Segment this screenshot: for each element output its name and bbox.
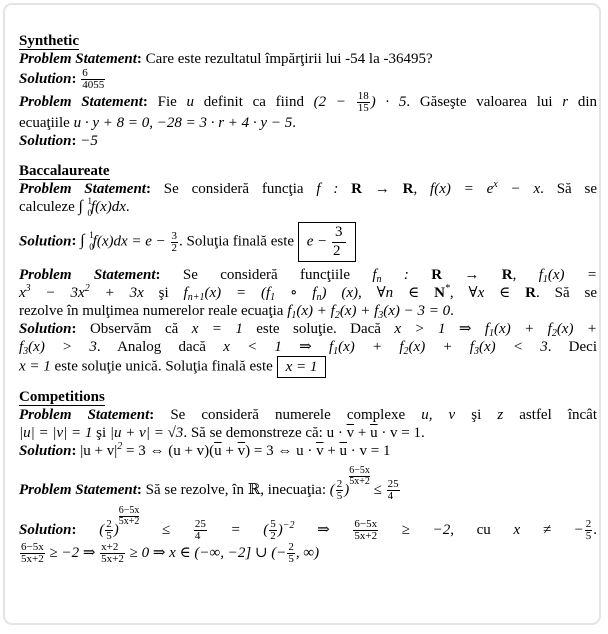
math-expression: ≥ −2 ⇒	[45, 545, 100, 562]
math-expression: |u + v| = √3	[109, 425, 184, 441]
denominator: 5x+2	[21, 553, 44, 566]
numerator: 2	[585, 518, 592, 531]
numerator: 3	[332, 224, 346, 243]
fraction	[20, 542, 45, 565]
section-title: Competitions	[19, 389, 105, 405]
text: Fie	[147, 93, 187, 110]
text: astfel încât	[503, 407, 597, 423]
problem-statement-block	[19, 266, 597, 320]
subscript: 3	[23, 346, 29, 357]
math-expression: (x) < 3	[478, 339, 548, 355]
math-expression: ≥ 0 ⇒ x ∈ (−∞, −2] ∪ (−	[125, 545, 287, 562]
text-line	[19, 198, 597, 216]
problem-statement-label: Problem Statement :	[19, 407, 154, 423]
solution-block	[19, 320, 597, 378]
text: . Soluţia finală este	[179, 233, 298, 250]
text-line	[19, 302, 597, 320]
text: Care este rezultatul împărţirii lui -54 la -36495?	[141, 51, 433, 67]
text: .	[593, 522, 598, 539]
math-expression: (x) +	[556, 321, 597, 337]
math-set-symbol: R	[501, 267, 513, 283]
text-line	[19, 50, 597, 68]
math-expression: u	[186, 93, 194, 110]
math-expression: )	[113, 522, 119, 539]
section-title: Baccalaureate	[19, 163, 110, 179]
text: . Analog dacă	[96, 339, 224, 355]
fraction	[81, 68, 105, 91]
text: Se consideră funcţia	[150, 181, 317, 197]
denominator: 15	[357, 102, 369, 114]
solution-label: Solution :	[19, 233, 77, 249]
text: Să se rezolve, în	[141, 482, 248, 498]
math-set-symbol: R	[402, 181, 414, 197]
text-line	[19, 424, 597, 442]
solution-block	[19, 68, 597, 91]
problem-statement-label: Problem Statement :	[19, 181, 151, 197]
math-expression: · v = 1	[347, 443, 391, 459]
text-line	[19, 460, 597, 506]
fraction	[100, 542, 125, 565]
numerator: 25	[387, 478, 399, 491]
fraction	[357, 91, 370, 114]
text-line	[19, 284, 597, 302]
math-expression: ≤	[369, 482, 386, 498]
fraction	[336, 479, 344, 502]
subscript: 3	[378, 310, 384, 321]
subscript: n	[316, 292, 322, 303]
math-expression: ⇒	[294, 522, 353, 539]
text: este soluţie. Dacă	[242, 321, 395, 337]
subscript: 3	[473, 346, 479, 357]
integral-symbol: ∫ 0 1	[78, 196, 93, 218]
superscript: x	[493, 179, 498, 190]
integral-symbol: ∫ 0 1	[80, 230, 94, 253]
text: . Găseşte valoarea lui	[406, 93, 563, 110]
math-expression: x ≠ −	[513, 522, 584, 539]
numerator: 6−5x	[21, 541, 44, 554]
text: Observăm că	[76, 321, 192, 337]
math-expression: ∘ f	[275, 285, 317, 301]
text: ℝ	[247, 482, 261, 498]
final-answer-box	[298, 222, 356, 262]
numerator: 2	[336, 478, 343, 491]
text-line	[19, 114, 597, 132]
conjugate-symbol: $\overline{u}$	[214, 443, 222, 459]
fraction	[194, 519, 207, 542]
subscript: 2	[334, 310, 340, 321]
subscript: 1	[489, 328, 495, 339]
text: .	[292, 115, 296, 131]
problem-statement-block	[19, 406, 597, 442]
section-baccalaureate	[19, 162, 597, 378]
text-line	[19, 180, 597, 198]
text-line	[19, 406, 597, 424]
text: .	[125, 199, 130, 215]
subscript: 2	[551, 328, 557, 339]
solution-block	[19, 506, 597, 565]
solution-block	[19, 216, 597, 266]
text: .	[450, 303, 454, 319]
math-expression: x = 1	[191, 321, 243, 337]
math-set-symbol: R	[525, 285, 536, 301]
math-expression: ) = 3 ⇔ u ·	[245, 443, 317, 459]
text-line	[19, 216, 597, 266]
text: şi	[92, 425, 110, 441]
conjugate-symbol: $\overline{u}$	[370, 425, 378, 441]
text: . Să se	[535, 285, 597, 301]
examples-content	[19, 32, 597, 569]
numerator: x+2	[100, 542, 125, 554]
superscript: 2	[117, 441, 123, 452]
math-expression: x > 1 ⇒ f	[394, 321, 490, 337]
text: Se consideră numerele complexe	[154, 407, 422, 423]
problem-statement-block	[19, 180, 597, 216]
integral-lower-limit: 0	[87, 208, 93, 218]
text-line	[19, 132, 597, 150]
math-expression: (	[329, 482, 335, 498]
conjugate-symbol: $\overline{u}$	[339, 443, 348, 459]
text: . Să se demonstreze că:	[183, 425, 327, 441]
fraction	[269, 519, 277, 542]
math-expression: r	[562, 93, 569, 110]
math-expression: + 3x	[89, 285, 144, 301]
math-expression: ) · 5	[370, 93, 407, 110]
denominator: 5x+2	[349, 476, 370, 487]
math-expression: = (	[207, 522, 269, 539]
text: . Să se	[540, 181, 597, 197]
fraction	[387, 479, 400, 502]
math-expression: x = 1	[285, 359, 318, 375]
math-expression: →	[442, 267, 502, 283]
math-set-symbol: N	[434, 285, 445, 301]
denominator: 5x+2	[101, 553, 124, 566]
text: din	[568, 93, 598, 110]
denominator: 5	[288, 553, 294, 566]
subscript: n+1	[187, 292, 205, 303]
conjugate-symbol: $\overline{v}$	[346, 425, 355, 441]
denominator: 4	[194, 530, 201, 543]
superscript: *	[444, 283, 450, 294]
math-expression: f(x)dx = e −	[92, 233, 170, 250]
problem-statement-block	[19, 50, 597, 68]
math-expression: :	[381, 267, 432, 283]
fraction	[287, 542, 295, 565]
math-expression: − 3x	[30, 285, 85, 301]
math-expression: , ∞)	[295, 545, 320, 562]
superscript: 2	[84, 283, 90, 294]
subscript: 1	[333, 346, 339, 357]
text: . Deci	[547, 339, 598, 355]
math-set-symbol: R	[351, 181, 362, 197]
math-expression: x = 1	[19, 358, 51, 375]
math-expression: u · y + 8 = 0, −28 = 3 · r + 4 · y − 5	[73, 115, 293, 131]
math-expression: = 3 ⇔ (u + v)(	[122, 443, 215, 459]
math-expression: (x) − 3 = 0	[383, 303, 451, 319]
math-expression: |u| = |v| = 1	[19, 425, 93, 441]
text: .	[421, 425, 425, 441]
text-line	[19, 542, 597, 565]
math-expression: +	[323, 443, 340, 459]
math-expression: f(x) = e	[430, 181, 494, 197]
numerator: 6−5x	[354, 518, 378, 531]
math-expression: (x) + f	[494, 321, 552, 337]
subscript: n	[376, 274, 382, 285]
text-line	[19, 68, 597, 91]
integral-lower-limit: 0	[89, 242, 94, 253]
text-line	[19, 356, 597, 378]
text: , cu	[450, 522, 514, 539]
solution-label: Solution :	[19, 443, 77, 459]
denominator: 4	[387, 490, 394, 503]
math-expression: )	[344, 482, 350, 498]
math-expression: · v = 1	[377, 425, 422, 441]
math-expression: (x) + f	[296, 303, 335, 319]
denominator: 5x+2	[118, 516, 140, 528]
text: , inecuaţia:	[260, 482, 330, 498]
text-line	[19, 266, 597, 284]
math-expression: z	[497, 407, 504, 423]
numerator: 18	[357, 90, 369, 102]
math-expression: f	[287, 303, 292, 319]
examples-panel	[3, 3, 601, 625]
denominator: 2	[270, 530, 276, 543]
math-expression: (x) > 3	[28, 339, 97, 355]
math-expression: f :	[316, 181, 352, 197]
solution-label: Solution :	[19, 71, 77, 87]
numerator: 6−5x	[349, 465, 370, 476]
math-expression: (	[99, 522, 105, 539]
math-expression: (x) =	[547, 267, 598, 283]
math-expression: →	[362, 181, 403, 197]
text-line	[19, 338, 597, 356]
math-expression: +	[221, 443, 238, 459]
text: ,	[512, 267, 539, 283]
math-expression: (x) + f	[339, 303, 379, 319]
subscript: 1	[270, 292, 276, 303]
exponent-fraction	[119, 506, 140, 527]
math-expression: ) (x), ∀n ∈	[321, 285, 435, 301]
math-expression: e −	[306, 233, 332, 250]
solution-label: Solution :	[19, 321, 77, 337]
math-expression: − x	[497, 181, 541, 197]
text: este soluţie unică. Soluţia finală este	[50, 358, 277, 375]
problem-statement-label: Problem Statement :	[19, 94, 148, 110]
denominator: 5	[585, 530, 592, 543]
math-expression: (2 −	[313, 93, 356, 110]
problem-statement-block	[19, 91, 597, 132]
numerator: 3	[171, 229, 178, 242]
math-expression: f(x)dx	[90, 199, 126, 215]
text-line	[19, 91, 597, 114]
text-line	[19, 506, 597, 542]
problem-statement-label: Problem Statement :	[19, 51, 142, 67]
math-expression: (x) + f	[338, 339, 404, 355]
solution-block	[19, 442, 597, 460]
math-expression: f	[538, 267, 543, 283]
fraction	[171, 231, 179, 254]
math-expression: x	[19, 285, 26, 301]
superscript: −2	[282, 520, 295, 532]
display-fraction	[332, 224, 346, 260]
final-answer-box	[277, 356, 327, 378]
math-expression: , ∀x ∈	[449, 285, 526, 301]
denominator: 5	[106, 530, 112, 543]
text-line	[19, 442, 597, 460]
problem-statement-label: Problem Statement :	[19, 482, 142, 498]
math-expression: +	[354, 425, 371, 441]
math-expression: −5	[80, 133, 98, 149]
text: definit ca fiind	[194, 93, 314, 110]
fraction	[353, 519, 378, 542]
solution-label: Solution :	[19, 133, 77, 149]
math-expression: (x) = (f	[204, 285, 271, 301]
text: şi	[143, 285, 184, 301]
text	[77, 71, 81, 87]
numerator: 6−5x	[118, 505, 140, 517]
text: şi	[455, 407, 498, 423]
problem-statement-block	[19, 460, 597, 506]
fraction	[585, 519, 593, 542]
math-expression: )	[277, 522, 283, 539]
text: calculeze	[19, 199, 79, 215]
section-title: Synthetic	[19, 33, 79, 49]
math-expression: |u + v|	[80, 443, 118, 459]
math-expression: x < 1 ⇒ f	[223, 339, 334, 355]
conjugate-symbol: $\overline{v}$	[237, 443, 246, 459]
numerator: 2	[288, 541, 294, 554]
subscript: 1	[291, 310, 297, 321]
math-expression: f	[19, 339, 24, 355]
problem-statement-label: Problem Statement :	[19, 267, 161, 283]
text	[77, 522, 100, 538]
math-expression: f	[372, 267, 377, 283]
section-synthetic	[19, 32, 597, 150]
superscript: 3	[25, 283, 31, 294]
denominator: 4055	[82, 79, 105, 91]
fraction	[105, 519, 113, 542]
math-expression: ≤	[139, 522, 193, 539]
solution-label: Solution :	[19, 522, 77, 538]
numerator: 25	[194, 518, 206, 531]
math-expression: (x) + f	[408, 339, 474, 355]
text: ecuaţiile	[19, 115, 74, 131]
math-expression: u ·	[326, 425, 347, 441]
denominator: 2	[171, 241, 178, 254]
math-expression: f	[183, 285, 188, 301]
text: rezolve în mulţimea numerelor reale ecuaţia	[19, 303, 288, 319]
numerator: 2	[106, 518, 112, 531]
math-expression: u, v	[421, 407, 456, 423]
conjugate-symbol: $\overline{v}$	[316, 443, 324, 459]
text: ,	[413, 181, 431, 197]
solution-block	[19, 132, 597, 150]
numerator: 6	[81, 68, 105, 80]
subscript: 1	[542, 274, 548, 285]
math-set-symbol: R	[431, 267, 443, 283]
denominator: 5x+2	[354, 530, 378, 543]
numerator: 5	[270, 518, 276, 531]
section-competitions	[19, 388, 597, 565]
integral-upper-limit: 1	[87, 196, 93, 206]
exponent-fraction	[349, 466, 370, 487]
math-expression: ≥ −2	[379, 522, 451, 539]
denominator: 5	[336, 490, 343, 503]
integral-upper-limit: 1	[89, 230, 94, 241]
text-line	[19, 320, 597, 338]
text: Se consideră funcţiile	[160, 267, 373, 283]
denominator: 2	[333, 243, 341, 259]
subscript: 2	[403, 346, 409, 357]
